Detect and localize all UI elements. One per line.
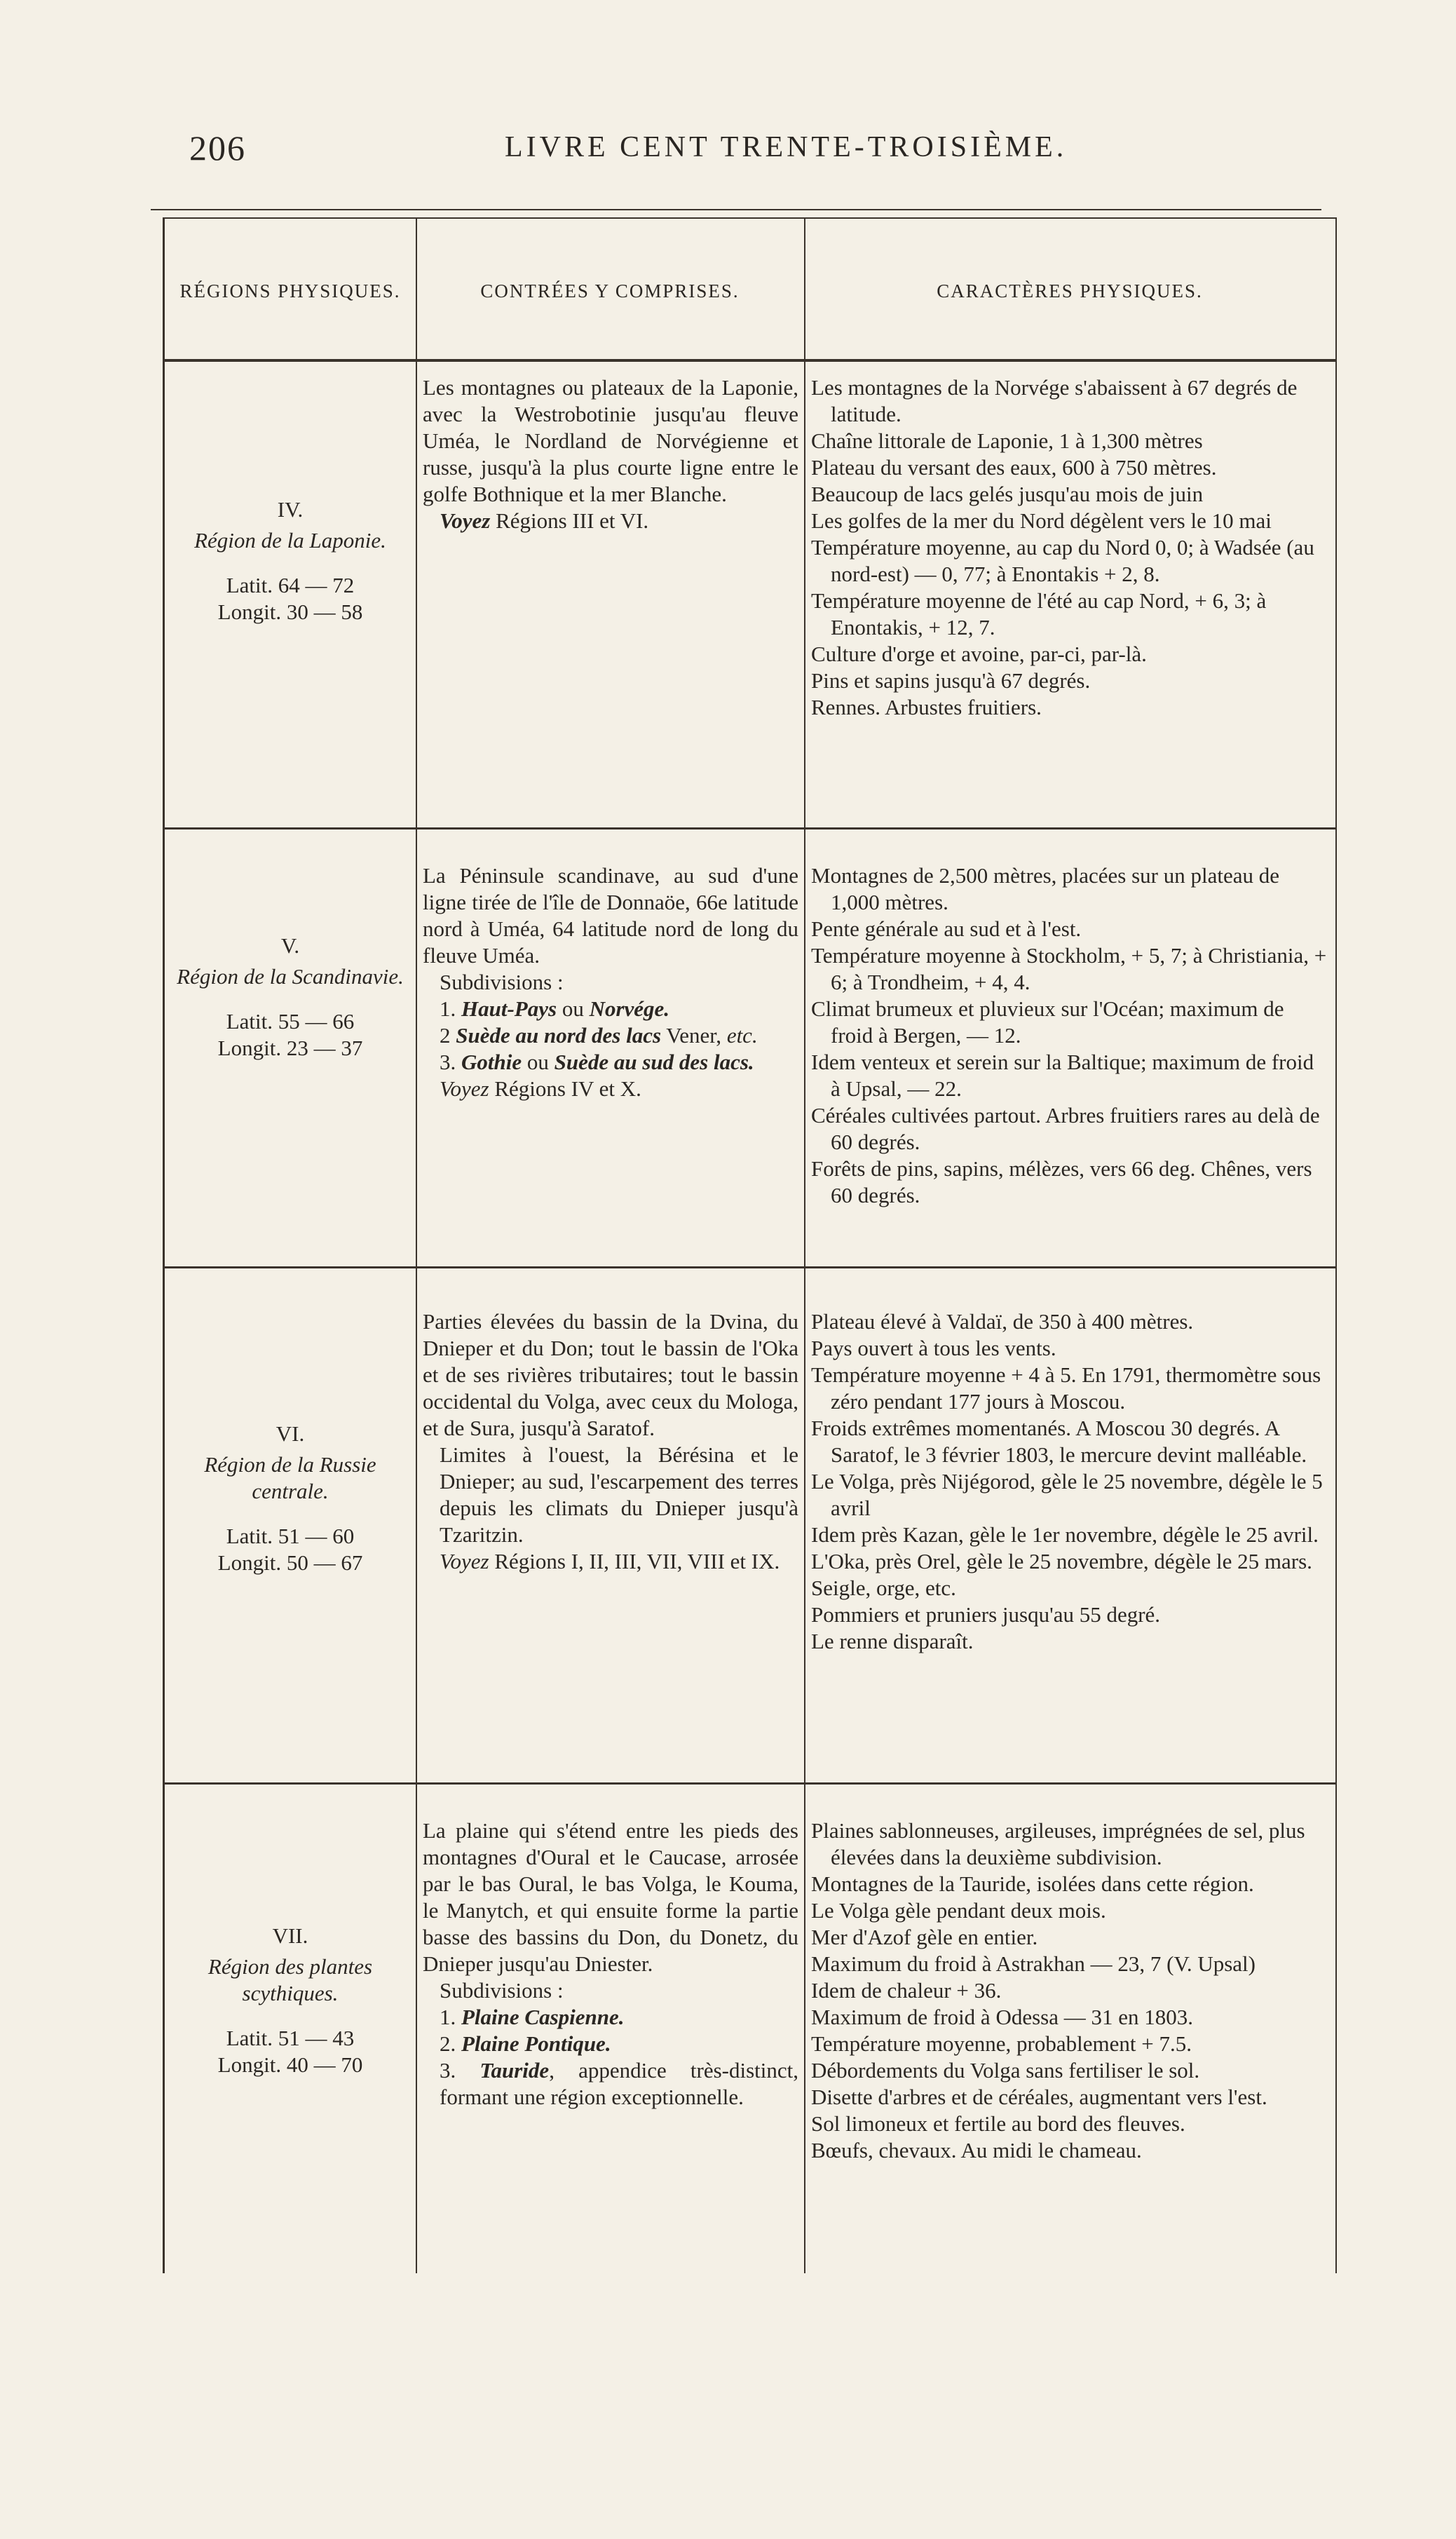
subdivision-item: 2. Plaine Pontique.	[440, 2031, 611, 2056]
subdivision-item: 1. Plaine Caspienne.	[440, 2005, 625, 2029]
region-number: VII.	[272, 1923, 308, 1948]
caractere-item: Climat brumeux et pluvieux sur l'Océan; maximum de froid à Bergen, — 12.	[811, 996, 1284, 1048]
caractere-item: Bœufs, chevaux. Au midi le chameau.	[811, 2138, 1142, 2162]
header-caracteres: CARACTÈRES PHYSIQUES.	[937, 280, 1203, 302]
caractere-item: Plateau du versant des eaux, 600 à 750 mètres.	[811, 455, 1217, 480]
region-coords	[165, 1523, 416, 1576]
caractere-item: Seigle, orge, etc.	[811, 1576, 956, 1600]
caractere-item: Maximum du froid à Astrakhan — 23, 7 (V. Upsal)	[811, 1951, 1256, 1976]
caractere-item: Température moyenne, probablement + 7.5.	[811, 2031, 1192, 2056]
caractere-item: Pays ouvert à tous les vents.	[811, 1336, 1056, 1360]
caractere-item: Rennes. Arbustes fruitiers.	[811, 695, 1042, 719]
caractere-item: Maximum de froid à Odessa — 31 en 1803.	[811, 2005, 1193, 2029]
subdivisions-label: Subdivisions :	[440, 1978, 564, 2003]
caractere-item: Pins et sapins jusqu'à 67 degrés.	[811, 668, 1091, 693]
caractere-item: Plateau élevé à Valdaï, de 350 à 400 mètres.	[811, 1309, 1194, 1334]
caractere-item: Plaines sablonneuses, argileuses, imprégnées de sel, plus élevées dans la deuxième subdivision.	[811, 1818, 1305, 1869]
region-number: V.	[280, 933, 300, 958]
subdivision-item: 1. Haut-Pays ou Norvége.	[440, 996, 670, 1021]
caractere-item: Température moyenne + 4 à 5. En 1791, thermomètre sous zéro pendant 177 jours à Moscou.	[811, 1362, 1321, 1414]
region-name: Région de la Laponie.	[194, 528, 386, 553]
caractere-item: Montagnes de la Tauride, isolées dans cette région.	[811, 1871, 1254, 1896]
running-head	[189, 128, 1339, 170]
caractere-item: Les montagnes de la Norvége s'abaissent à 67 degrés de latitude.	[811, 375, 1298, 426]
caractere-item: Chaîne littorale de Laponie, 1 à 1,300 mètres	[811, 428, 1203, 453]
caractere-item: Les golfes de la mer du Nord dégèlent vers le 10 mai	[811, 508, 1272, 533]
contrees-cell	[423, 1308, 798, 1575]
caractere-item: Pommiers et pruniers jusqu'au 55 degré.	[811, 1602, 1161, 1627]
contrees-text: Limites à l'ouest, la Bérésina et le Dnieper; au sud, l'escarpement des terres depuis les climats du Dnieper jusqu'à Tzaritzin.	[440, 1442, 798, 1547]
caractere-item: Forêts de pins, sapins, mélèzes, vers 66 deg. Chênes, vers 60 degrés.	[811, 1156, 1312, 1207]
subdivision-item: 3. Gothie ou Suède au sud des lacs.	[440, 1050, 754, 1074]
table-row	[165, 362, 1335, 830]
region-cell	[165, 496, 416, 625]
table-row	[165, 1782, 1335, 2273]
caracteres-cell	[811, 1308, 1327, 1655]
caractere-item: Idem de chaleur + 36.	[811, 1978, 1002, 2003]
running-title: LIVRE CENT TRENTE-TROISIÈME.	[505, 131, 1068, 163]
regions-table	[163, 217, 1337, 2273]
contrees-cell	[423, 374, 798, 534]
caractere-item: Sol limoneux et fertile au bord des fleuves.	[811, 2111, 1185, 2136]
contrees-cell	[423, 1817, 798, 2111]
region-name: Région des plantes scythiques.	[207, 1954, 373, 2005]
region-number: VI.	[275, 1421, 305, 1446]
region-coords	[165, 2025, 416, 2078]
region-coords	[165, 1008, 416, 1062]
region-number: IV.	[277, 497, 304, 522]
caractere-item: Idem venteux et serein sur la Baltique; maximum de froid à Upsal, — 22.	[811, 1050, 1314, 1101]
caractere-item: Mer d'Azof gèle en entier.	[811, 1925, 1038, 1949]
cross-reference: Voyez Régions IV et X.	[440, 1076, 641, 1101]
caracteres-cell	[811, 862, 1327, 1209]
contrees-cell	[423, 862, 798, 1102]
region-name: Région de la Russie centrale.	[204, 1452, 376, 1503]
table-header-row	[165, 219, 1335, 362]
latitude: Latit. 51 — 43	[226, 2026, 355, 2050]
page-number: 206	[189, 128, 246, 168]
caractere-item: Pente générale au sud et à l'est.	[811, 916, 1082, 941]
header-contrees: CONTRÉES Y COMPRISES.	[480, 280, 740, 302]
longitude: Longit. 50 — 67	[217, 1550, 363, 1575]
latitude: Latit. 64 — 72	[226, 573, 355, 597]
contrees-text: Parties élevées du bassin de la Dvina, du Dnieper et du Don; tout le bassin de l'Oka et de ses rivières tributaires; tout le bassin occidental du Volga, avec ceux du Mologa, et de Sura, jusqu'à Saratof.	[423, 1309, 798, 1440]
caractere-item: Montagnes de 2,500 mètres, placées sur un plateau de 1,000 mètres.	[811, 863, 1280, 914]
region-name: Région de la Scandinavie.	[177, 964, 404, 989]
longitude: Longit. 23 — 37	[217, 1036, 363, 1060]
region-coords	[165, 572, 416, 625]
caractere-item: Température moyenne de l'été au cap Nord, + 6, 3; à Enontakis, + 12, 7.	[811, 588, 1267, 639]
table-row	[165, 827, 1335, 1268]
caractere-item: L'Oka, près Orel, gèle le 25 novembre, dégèle le 25 mars.	[811, 1549, 1312, 1573]
subdivision-item: 2 Suède au nord des lacs Vener, etc.	[440, 1023, 758, 1048]
caracteres-cell	[811, 374, 1327, 721]
caractere-item: Le renne disparaît.	[811, 1629, 974, 1653]
longitude: Longit. 30 — 58	[217, 600, 363, 624]
caractere-item: Céréales cultivées partout. Arbres fruitiers rares au delà de 60 degrés.	[811, 1103, 1320, 1154]
contrees-text: Les montagnes ou plateaux de la Laponie, avec la Westrobotinie jusqu'au fleuve Uméa, le Nordland de Norvégienne et russe, jusqu'à la plus courte ligne entre le golfe Bothnique et la mer Blanche.	[423, 375, 798, 506]
subdivision-item: 3. Tauride, appendice très-distinct, formant une région exceptionnelle.	[440, 2058, 798, 2109]
caractere-item: Disette d'arbres et de céréales, augmentant vers l'est.	[811, 2085, 1267, 2109]
caractere-item: Idem près Kazan, gèle le 1er novembre, dégèle le 25 avril.	[811, 1522, 1319, 1547]
caractere-item: Débordements du Volga sans fertiliser le sol.	[811, 2058, 1200, 2083]
contrees-text: La plaine qui s'étend entre les pieds des montagnes d'Oural et le Caucase, arrosée par le bas Oural, le bas Volga, le Kouma, le Manytch, et qui ensuite forme la partie basse des bassins du Don, du Donetz, du Dnieper jusqu'au Dniester.	[423, 1818, 798, 1976]
subdivisions-label: Subdivisions :	[440, 970, 564, 994]
caractere-item: Température moyenne, au cap du Nord 0, 0; à Wadsée (au nord-est) — 0, 77; à Enontakis + 2, 8.	[811, 535, 1314, 586]
header-regions: RÉGIONS PHYSIQUES.	[179, 280, 401, 302]
latitude: Latit. 51 — 60	[226, 1524, 355, 1548]
cross-reference: Voyez Régions III et VI.	[440, 508, 649, 533]
caracteres-cell	[811, 1817, 1327, 2164]
caractere-item: Beaucoup de lacs gelés jusqu'au mois de juin	[811, 482, 1204, 506]
caractere-item: Culture d'orge et avoine, par-ci, par-là.	[811, 642, 1147, 666]
region-cell	[165, 933, 416, 1062]
region-cell	[165, 1923, 416, 2078]
table-row	[165, 1266, 1335, 1785]
longitude: Longit. 40 — 70	[217, 2052, 363, 2077]
latitude: Latit. 55 — 66	[226, 1009, 355, 1034]
region-cell	[165, 1421, 416, 1576]
cross-reference: Voyez Régions I, II, III, VII, VIII et IX.	[440, 1549, 780, 1573]
caractere-item: Le Volga, près Nijégorod, gèle le 25 novembre, dégèle le 5 avril	[811, 1469, 1323, 1520]
caractere-item: Température moyenne à Stockholm, + 5, 7; à Christiania, + 6; à Trondheim, + 4, 4.	[811, 943, 1327, 994]
caractere-item: Froids extrêmes momentanés. A Moscou 30 degrés. A Saratof, le 3 février 1803, le mercure devint malléable.	[811, 1416, 1307, 1467]
contrees-text: La Péninsule scandinave, au sud d'une ligne tirée de l'île de Donnaöe, 66e latitude nord à Uméa, 64 latitude nord de long du fleuve Uméa.	[423, 863, 798, 968]
caractere-item: Le Volga gèle pendant deux mois.	[811, 1898, 1106, 1923]
